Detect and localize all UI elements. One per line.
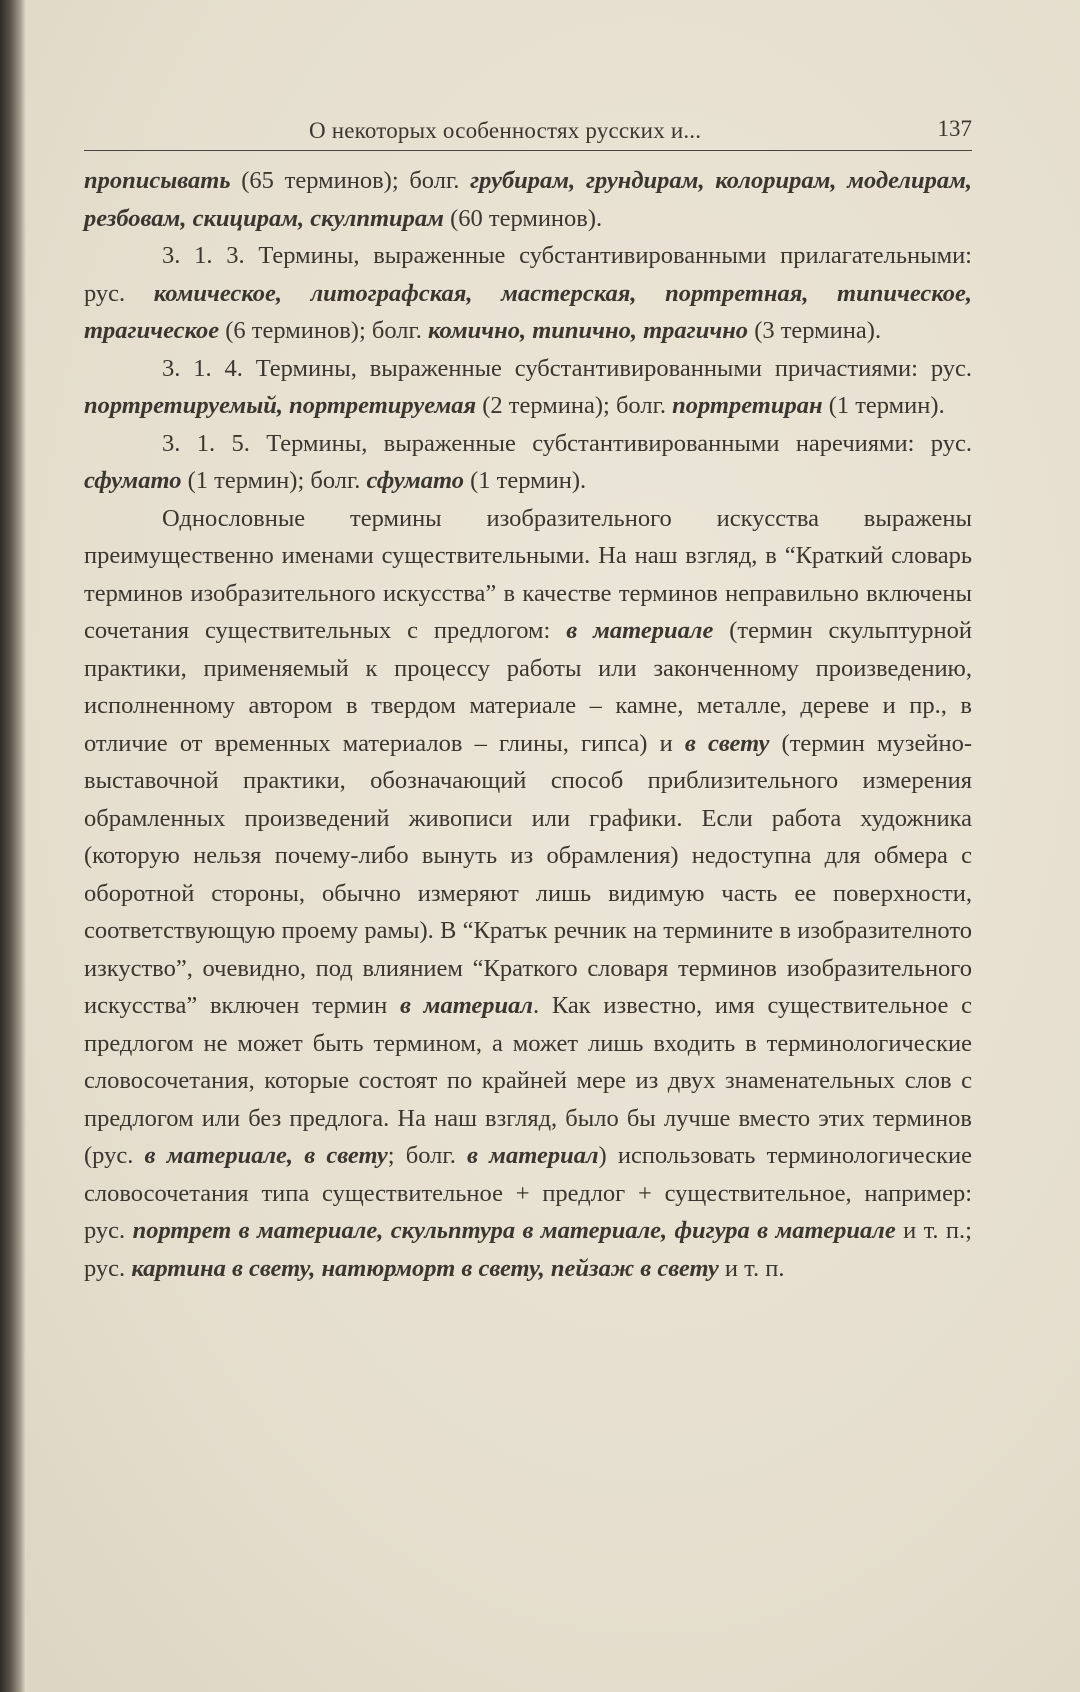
text-run: ; болг. — [387, 1142, 468, 1169]
term: портрет в материале, скульптура в материале, фигура в материале — [132, 1217, 896, 1244]
book-spine-shadow — [0, 0, 26, 1692]
text-run: (1 термин); болг. — [181, 467, 367, 494]
page-body — [84, 162, 972, 1287]
text-run: и т. п. — [718, 1254, 785, 1282]
text-run: (65 терминов); болг. — [230, 167, 471, 194]
paragraph-1 — [84, 162, 972, 237]
text-run: 3. 1. 3. Термины, выраженные субстантивированными прилагательными: рус. — [84, 242, 972, 307]
text-run: (3 термина). — [748, 317, 882, 344]
text-run: (термин музейно-выставочной практики, обозначающий способ приблизительного измерения обрамленных произведений живописи или графики. Если работа художника (которую нельзя почему-либо вынуть из обрамления) недоступна для обмера с оборотной стороны, обычно измеряют лишь видимую часть ее поверхности, соответствующую проему рамы). В “Кратък речник на термините в изобразителното изкуство”, очевидно, под влиянием “Краткого словаря терминов изобразительного искусства” включен термин — [84, 729, 972, 1019]
text-run: 3. 1. 4. Термины, выраженные субстантивированными причастиями: рус. — [162, 354, 972, 382]
term: картина в свету, натюрморт в свету, пейзаж в свету — [131, 1254, 719, 1282]
text-run: Однословные термины изобразительного искусства выражены преимущественно именами существительными. На наш взгляд, в “Краткий словарь терминов изобразительного искусства” в качестве терминов неправильно включены сочетания существительных с предлогом: — [84, 504, 972, 644]
text-run: (6 терминов); болг. — [219, 317, 429, 344]
page-number: 137 — [937, 116, 972, 141]
term: комическое, литографская, мастерская, портретная, типическое, трагическое — [84, 279, 972, 344]
page-header — [84, 114, 972, 151]
text-run: (2 термина); болг. — [476, 392, 673, 419]
text-run: (1 термин). — [464, 467, 587, 494]
text-run: . Как известно, имя существительное с предлогом не может быть термином, а может лишь входить в терминологические словосочетания, которые состоят по крайней мере из двух знаменательных слов с предлогом или без предлога. На наш взгляд, было бы лучше вместо этих терминов (рус. — [84, 992, 972, 1169]
text-run: (1 термин). — [822, 392, 945, 419]
term: в свету — [684, 729, 770, 757]
running-title: О некоторых особенностях русских и... — [309, 118, 702, 143]
text-run: (60 терминов). — [443, 204, 603, 232]
paragraph-3-1-4 — [84, 350, 972, 425]
text-run: и т. п.; рус. — [84, 1217, 972, 1282]
term: в материале — [566, 617, 714, 644]
text-run: 3. 1. 5. Термины, выраженные субстантивированными наречиями: рус. — [162, 429, 972, 457]
paragraph-3-1-5 — [84, 425, 972, 500]
term: прописывать — [84, 167, 231, 194]
term: в материал — [399, 992, 533, 1019]
term: в материале, в свету — [144, 1142, 388, 1169]
term: грубирам, грундирам, колорирам, моделирам, резбовам, скицирам, скулптирам — [84, 167, 972, 232]
term: портретиран — [672, 392, 823, 419]
text-run: (термин скульптурной практики, применяемый к процессу работы или законченному произведению, исполненному автором в твердом материале – камне, металле, дереве и пр., в отличие от временных материалов – глины, гипса) и — [84, 617, 972, 757]
text-run: ) использовать терминологические словосочетания типа существительное + предлог + существительное, например: рус. — [84, 1142, 972, 1244]
paragraph-3-1-3 — [84, 237, 972, 350]
term: сфумато — [366, 467, 464, 494]
term: портретируемый, портретируемая — [84, 392, 477, 419]
term: сфумато — [84, 467, 182, 494]
term: комично, типично, трагично — [428, 317, 749, 344]
term: в материал — [467, 1142, 599, 1169]
paragraph-main — [84, 500, 972, 1288]
